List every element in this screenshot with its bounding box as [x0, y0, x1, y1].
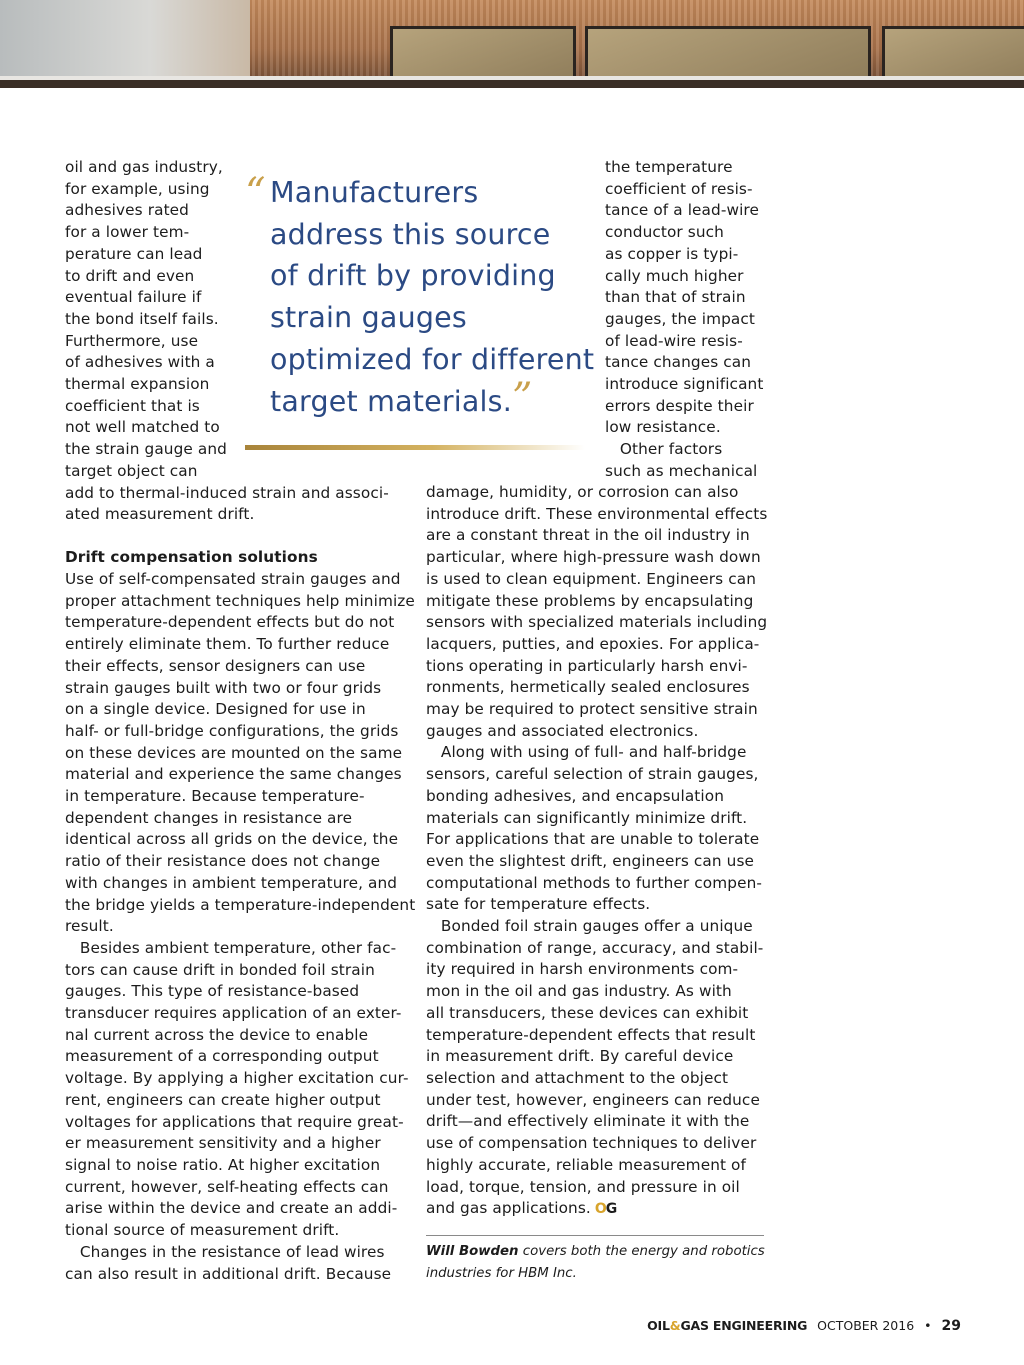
brand-oil: OIL: [647, 1318, 670, 1333]
text-line: introduce drift. These environmental effects: [426, 504, 768, 523]
text-line: tance of a lead-wire: [605, 201, 759, 220]
right-body-paragraph: [426, 482, 767, 1221]
text-line: eventual failure if: [65, 288, 202, 307]
bio-line: industries for HBM Inc.: [426, 1265, 577, 1281]
text-line: load, torque, tension, and pressure in oil: [426, 1177, 740, 1196]
pull-quote-line: of drift by providing: [270, 259, 556, 293]
text-line: the strain gauge and: [65, 440, 227, 459]
floor-edge: [0, 80, 1024, 88]
text-line: all transducers, these devices can exhibit: [426, 1003, 749, 1022]
text-line: cally much higher: [605, 266, 744, 285]
text-line: For applications that are unable to tolerate: [426, 830, 760, 849]
end-mark-g: G: [605, 1201, 617, 1218]
text-line: in temperature. Because temperature-: [65, 787, 365, 806]
text-line: sensors, careful selection of strain gauges,: [426, 765, 759, 784]
page-footer: [647, 1318, 961, 1334]
text-line: for example, using: [65, 179, 210, 198]
text-line: mon in the oil and gas industry. As with: [426, 982, 732, 1001]
text-line: sensors with specialized materials including: [426, 613, 768, 632]
text-line: such as mechanical: [605, 461, 758, 480]
text-line: selection and attachment to the object: [426, 1068, 729, 1087]
text-line: half- or full-bridge configurations, the grids: [65, 721, 399, 740]
text-line: oil and gas industry,: [65, 158, 223, 176]
text-line: gauges. This type of resistance-based: [65, 982, 360, 1001]
text-line: ratio of their resistance does not change: [65, 852, 381, 871]
text-line: to drift and even: [65, 266, 195, 285]
text-line: combination of range, accuracy, and stabil-: [426, 938, 764, 957]
text-line: tors can cause drift in bonded foil strain: [65, 960, 375, 979]
pull-quote-rule: [245, 445, 585, 450]
text-line: Changes in the resistance of lead wires: [65, 1242, 385, 1261]
text-line: entirely eliminate them. To further reduce: [65, 635, 390, 654]
text-line: Along with using of full- and half-bridge: [426, 743, 747, 762]
text-line: current, however, self-heating effects can: [65, 1177, 389, 1196]
open-quote-mark: “: [245, 170, 266, 216]
pull-quote-line: optimized for different: [270, 342, 595, 376]
footer-separator: •: [924, 1318, 932, 1333]
text-line: gauges, the impact: [605, 309, 756, 328]
text-line: can also result in additional drift. Because: [65, 1264, 392, 1283]
text-line: damage, humidity, or corrosion can also: [426, 483, 739, 501]
brand-amp: &: [669, 1318, 681, 1333]
text-line: not well matched to: [65, 418, 220, 437]
page-number: 29: [941, 1318, 961, 1334]
text-line: use of compensation techniques to deliver: [426, 1134, 757, 1153]
section-heading-text: Drift compensation solutions: [65, 548, 318, 566]
text-line: nal current across the device to enable: [65, 1025, 369, 1044]
text-line: target object can: [65, 461, 198, 480]
text-line: may be required to protect sensitive strain: [426, 700, 758, 719]
right-top-paragraph: [605, 157, 763, 483]
text-line: voltage. By applying a higher excitation cur-: [65, 1069, 409, 1088]
text-line: result.: [65, 917, 114, 936]
text-line: adhesives rated: [65, 201, 189, 220]
text-line: [426, 1198, 767, 1221]
text-line: add to thermal-induced strain and associ-: [65, 483, 389, 502]
text-line: mitigate these problems by encapsulating: [426, 591, 754, 610]
text-line: introduce significant: [605, 375, 764, 394]
text-line: dependent changes in resistance are: [65, 808, 353, 827]
close-quote-mark: ”: [511, 374, 533, 421]
text-line: er measurement sensitivity and a higher: [65, 1134, 381, 1153]
text-line: Furthermore, use: [65, 331, 199, 350]
og-end-mark-icon: [595, 1199, 616, 1221]
text-line: Bonded foil strain gauges offer a unique: [426, 917, 753, 936]
author-name: Will Bowden: [426, 1244, 519, 1259]
text-line: strain gauges built with two or four grids: [65, 678, 382, 697]
pull-quote-text: [270, 172, 594, 422]
text-line: identical across all grids on the device, the: [65, 830, 399, 849]
text-line: low resistance.: [605, 418, 721, 437]
text-line: drift—and effectively eliminate it with the: [426, 1112, 750, 1131]
text-line: transducer requires application of an exter-: [65, 1004, 402, 1023]
bio-text: covers both the energy and robotics: [518, 1244, 765, 1259]
text-line: coefficient that is: [65, 396, 200, 415]
text-line: Use of self-compensated strain gauges and: [65, 570, 401, 588]
text-line: is used to clean equipment. Engineers can: [426, 569, 756, 588]
text-line: on these devices are mounted on the same: [65, 743, 403, 762]
text-line: material and experience the same changes: [65, 765, 402, 784]
pull-quote-line: Manufacturers: [270, 176, 479, 209]
end-mark-o: O: [594, 1201, 606, 1218]
text-line: measurement of a corresponding output: [65, 1047, 379, 1066]
text-line: the temperature: [605, 158, 733, 176]
text-line: materials can significantly minimize drift.: [426, 808, 748, 827]
interior-wall: [0, 0, 250, 88]
text-line: even the slightest drift, engineers can use: [426, 851, 755, 870]
text-line: in measurement drift. By careful device: [426, 1047, 734, 1066]
text-line: voltages for applications that require great-: [65, 1112, 404, 1131]
header-photo-banner: [0, 0, 1024, 88]
text-line: rent, engineers can create higher output: [65, 1090, 381, 1109]
magazine-name: [647, 1318, 807, 1333]
text-line: thermal expansion: [65, 375, 210, 394]
text-line: with changes in ambient temperature, and: [65, 873, 398, 892]
text-line: sate for temperature effects.: [426, 895, 651, 914]
pull-quote-line: strain gauges: [270, 301, 467, 335]
text-line: arise within the device and create an addi-: [65, 1199, 398, 1218]
text-line: temperature-dependent effects but do not: [65, 613, 395, 632]
bio-line: [426, 1241, 765, 1263]
text-line: ronments, hermetically sealed enclosures: [426, 678, 750, 697]
text-line: bonding adhesives, and encapsulation: [426, 786, 724, 805]
text-line: errors despite their: [605, 396, 754, 415]
text-line: ated measurement drift.: [65, 505, 255, 524]
issue-date: OCTOBER 2016: [817, 1318, 915, 1333]
text-line: the bridge yields a temperature-independent: [65, 895, 416, 914]
section-heading: [65, 547, 318, 569]
text-line: Besides ambient temperature, other fac-: [65, 938, 397, 957]
text-line: perature can lead: [65, 244, 203, 263]
left-body-paragraph: [65, 569, 415, 1285]
text-line: on a single device. Designed for use in: [65, 700, 366, 719]
text-line: computational methods to further compen-: [426, 873, 762, 892]
text-line: particular, where high-pressure wash down: [426, 548, 761, 567]
pull-quote-last-text: target materials.: [270, 384, 512, 418]
text-line: their effects, sensor designers can use: [65, 656, 366, 675]
author-bio: [426, 1241, 765, 1284]
brand-gas: GAS ENGINEERING: [680, 1318, 808, 1333]
text-line: for a lower tem-: [65, 223, 190, 242]
text-line: lacquers, putties, and epoxies. For applica-: [426, 634, 760, 653]
text-line: conductor such: [605, 223, 724, 242]
last-line-text: and gas applications.: [426, 1199, 591, 1218]
bio-divider: [426, 1235, 764, 1236]
pull-quote-line: address this source: [270, 217, 551, 251]
text-line: of lead-wire resis-: [605, 331, 743, 350]
text-line: gauges and associated electronics.: [426, 721, 699, 740]
text-line: of adhesives with a: [65, 353, 215, 372]
text-line: than that of strain: [605, 288, 746, 307]
text-line: Other factors: [605, 440, 723, 459]
text-line: temperature-dependent effects that result: [426, 1025, 756, 1044]
text-line: highly accurate, reliable measurement of: [426, 1155, 746, 1174]
text-line: the bond itself fails.: [65, 309, 219, 328]
text-line: as copper is typi-: [605, 244, 739, 263]
text-line: tions operating in particularly harsh envi-: [426, 656, 748, 675]
text-line: ity required in harsh environments com-: [426, 960, 739, 979]
text-line: signal to noise ratio. At higher excitation: [65, 1155, 381, 1174]
text-line: tional source of measurement drift.: [65, 1221, 340, 1240]
text-line: tance changes can: [605, 353, 752, 372]
text-line: are a constant threat in the oil industry in: [426, 526, 750, 545]
pull-quote-line: [270, 374, 594, 423]
text-line: under test, however, engineers can reduce: [426, 1090, 760, 1109]
text-line: proper attachment techniques help minimize: [65, 591, 415, 610]
text-line: coefficient of resis-: [605, 179, 753, 198]
